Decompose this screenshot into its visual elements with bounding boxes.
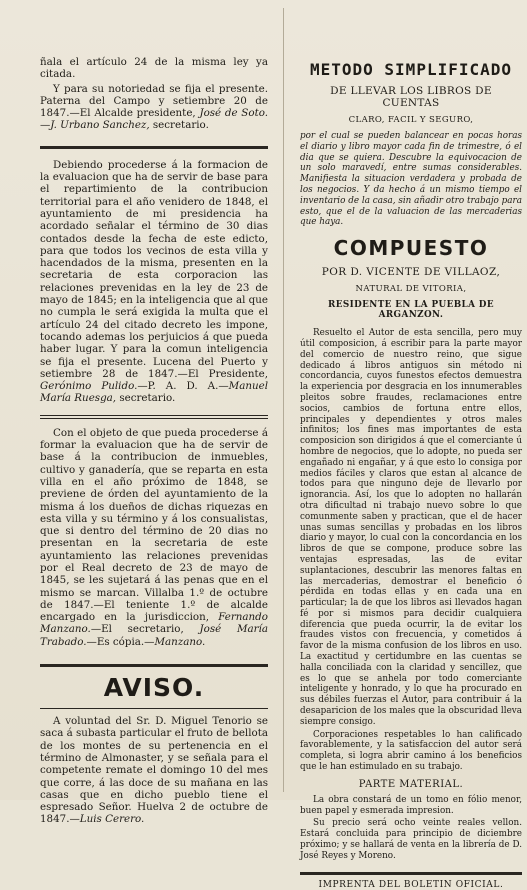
right-column bbox=[300, 0, 522, 890]
signature-urbano-sanchez: J. Urbano Sanchez, bbox=[50, 119, 150, 132]
material-price: Su precio será ocho veinte reales vellon. Estará concluida para principio de diciembre próximo; y se hallará de venta en la librería de D. José Reyes y Moreno. bbox=[300, 818, 522, 861]
signature-manuel-ruesga: Manuel María Ruesga, bbox=[40, 380, 268, 405]
ad-body-main: Resuelto el Autor de esta sencilla, pero muy útil composicion, á escribir para la parte mayor del comercio de nuestro reino, que sigue dedicado á libros antiguos sin método ni concordancia, cuyos funestos efectos demuestra la experiencia por desgracia en los innumerables pleitos sobre fraudes, reclamaciones entre socios, cambios de fortuna entre ellos, principales y dependientes y otros males infinitos; los fines mas importantes de esta composicion son dirigidos á que el comerciante ú hombre de negocios, que lo adopte, no pueda ser engañado ni engañar, y á que esto lo consiga por medios fáciles y claros que estan al alcance de todos para que ninguno deje de llevarlo por ignorancia. Así, los que lo adopten no hallarán otra dificultad ni trabajo nuevo sobre lo que comunmente saben y practican, que el de hacer unas sumas sencillas y probadas en los libros diario y mayor, lo cual con la concordancia en los libros de que se compone, produce sobre las ventajas espresadas, las de evitar suplantaciones, descubrir las menores faltas en las mercaderias, demostrar el beneficio ó pérdida en todas ellas y en cada una en particular; la de que los libros asi llevados hagan fé por si mismos para decidir cualquiera diferencia que pueda ocurrir, la de evitar los fraudes vistos con frecuencia, y cometidos á favor de la misma confusion de los libros en uso. La exactitud y certidumbre en las cuentas se halla conciliada con la claridad y sencillez, que es lo que se anhela por todo comerciante inteligente y honrado, y lo que ha procurado en sus débiles fuerzas el Autor, para contribuir á la desaparicion de los males que la obscuridad lleva siempre consigo. bbox=[300, 328, 522, 727]
origin-line: NATURAL DE VITORIA, bbox=[355, 284, 467, 295]
divider-rule bbox=[40, 664, 268, 667]
material-volume: La obra constará de un tomo en fólio menor, buen papel y esmerada impresion. bbox=[300, 794, 522, 816]
signature-manzano: Manzano. bbox=[154, 635, 206, 648]
parte-material-heading: PARTE MATERIAL. bbox=[358, 778, 464, 790]
aviso-heading: AVISO. bbox=[103, 673, 205, 703]
left-column bbox=[40, 0, 268, 826]
signature-geronimo-pulido: Gerónimo Pulido. bbox=[40, 380, 138, 393]
imprint-line: IMPRENTA DEL BOLETIN OFICIAL. bbox=[318, 879, 504, 890]
ad-tagline: CLARO, FACIL Y SEGURO, bbox=[348, 115, 474, 125]
signature-fernando-manzano: Fernando Manzano. bbox=[40, 611, 268, 636]
signature-jose-de-soto: José de Soto. bbox=[199, 107, 268, 120]
notice-paterna: Y para su notoriedad se fija el presente. Paterna del Campo y setiembre 20 de 1847.—El Alcalde presidente, José de Soto.—J. Urbano Sanchez, secretario. bbox=[40, 82, 268, 132]
ad-body-closing: Corporaciones respetables lo han calificado favorablemente, y la satisfaccion del autor será completa, si logra abrir camino á los beneficios que le han estimulado en su trabajo. bbox=[300, 729, 522, 773]
aviso-body: A voluntad del Sr. D. Miguel Tenorio se saca á subasta particular el fruto de bellota de los montes de su pertenencia en el término de Almonaster, y se señala para el competente remate el domingo 10 del mes que corre, á las doce de su mañana en las casas que en dicho pueblo tiene el espresado Señor. Huelva 2 de octubre de 1847.—Luis Cerero. bbox=[40, 715, 268, 826]
divider-rule bbox=[40, 415, 268, 416]
divider-rule bbox=[300, 872, 522, 875]
signature-luis-cerero: Luis Cerero. bbox=[79, 813, 145, 826]
notice-lucena: Debiendo procederse á la formacion de la evaluacion que ha de servir de base para el repartimiento de la contribucion territorial para el año venidero de 1848, el ayuntamiento de mi presidencia ha acordado señalar el término de 30 dias contados desde la fecha de este edicto, para que todos los vecinos de esta villa y hacendados de la misma, presenten en la secretaria de esta corporacion las relaciones prevenidas en la ley de 23 de mayo de 1845; en la inteligencia que al que no cumpla le será exigida la multa que el artículo 24 del citado decreto les impone, tocando ademas los perjuicios á que pueda haber lugar. Y para la comun inteligencia se fija el presente. Lucena del Puerto y setiembre 28 de 1847.—El Presidente, Gerónimo Pulido.—P. A. D. A.—Manuel María Ruesga, secretario. bbox=[40, 158, 268, 405]
compuesto-heading: COMPUESTO bbox=[333, 236, 489, 261]
divider-rule bbox=[40, 418, 268, 419]
notice-fragment: ñala el artículo 24 de la misma ley ya citada. bbox=[40, 56, 268, 81]
column-divider bbox=[283, 8, 284, 792]
author-line: POR D. VICENTE DE VILLAOZ, bbox=[321, 266, 501, 279]
residence-line: RESIDENTE EN LA PUEBLA DE ARGANZON. bbox=[328, 300, 494, 321]
notice-villalba: Con el objeto de que pueda procederse á formar la evaluacion que ha de servir de base á la contribucion de inmuebles, cultivo y ganadería, que se reparta en esta villa en el año próximo de 1848, se previene de órden del ayuntamiento de la misma á los dueños de dichas riquezas en esta villa y su término y á los consualistas, que si dentro del término de 20 dias no presentan en la secretaria de este ayuntamiento las relaciones prevenidas por el Real decreto de 23 de mayo de 1845, se les sujetará á las penas que en el mismo se marcan. Villalba 1.º de octubre de 1847.—El teniente 1.º de alcalde encargado en la jurisdiccion, Fernando Manzano.—El secretario, José María Trabado.—Es cópia.—Manzano. bbox=[40, 426, 268, 648]
divider-rule bbox=[40, 146, 268, 149]
ad-description: por el cual se pueden balancear en pocas horas el diario y libro mayor cada fin de trimestre, ó el dia que se quiera. Descubre la equivocacion de un solo maravedí, entre sumas considerables. Manifiesta la situacion verdadera y probada de los negocios. Y da hecho á un mismo tiempo el inventario de la casa, sin añadir otro trabajo para esto, que el de la valuacion de las mercaderias que haya. bbox=[300, 131, 522, 228]
signature-jose-maria-trabado: José María Trabado. bbox=[40, 623, 268, 648]
divider-rule bbox=[40, 708, 268, 709]
ad-title: METODO SIMPLIFICADO bbox=[309, 60, 513, 79]
ad-subtitle: DE LLEVAR LOS LIBROS DE CUENTAS bbox=[330, 85, 492, 109]
